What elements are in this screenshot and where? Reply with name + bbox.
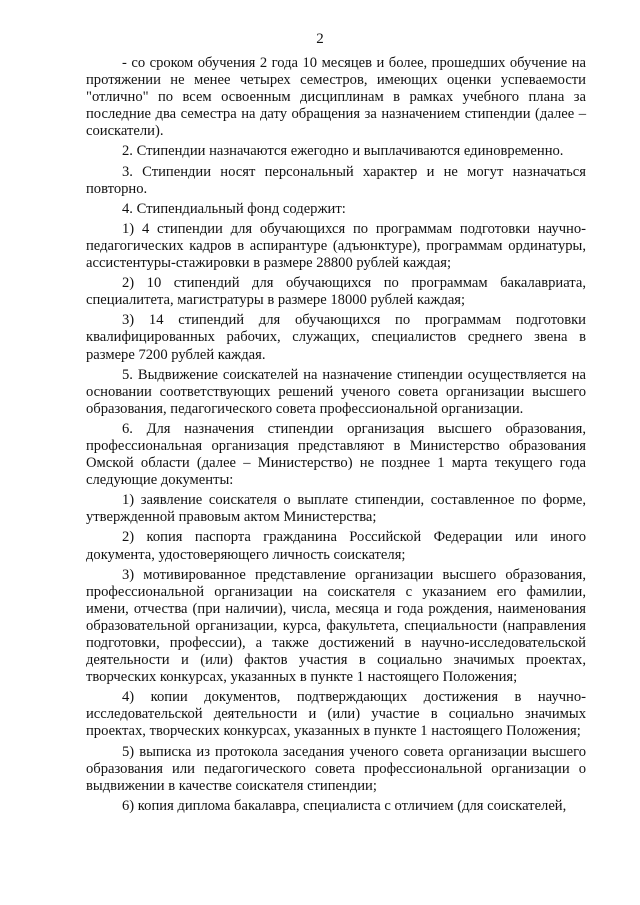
paragraph-item-6-6: 6) копия диплома бакалавра, специалиста с отличием (для соискателей, — [122, 797, 567, 814]
paragraph-item-6-1: 1) заявление соискателя о выплате стипендии, составленное по форме, утвержденной правовым актом Министерства; — [86, 492, 586, 526]
paragraph-item-4-2: 2) 10 стипендий для обучающихся по программам бакалавриата, специалитета, магистратуры в размере 18000 рублей каждая; — [86, 275, 586, 309]
paragraph-item-2: 2. Стипендии назначаются ежегодно и выплачиваются единовременно. — [122, 143, 564, 160]
paragraph-item-6: 6. Для назначения стипендии организация высшего образования, профессиональная организация представляют в Министерство образования Омской области (далее – Министерство) не позднее 1 марта текущего года следующие документы: — [86, 420, 586, 489]
paragraph-item-6-3: 3) мотивированное представление организации высшего образования, профессиональной организации на соискателя с указанием его фамилии, имени, отчества (при наличии), числа, месяца и года рождения, наименования образовательной организации, курса, факультета, специальности (направления подготовки, профессии), а также достижений в научно-исследовательской деятельности и (или) фактов участия в социально значимых проектах, творческих конкурсах, указанных в пункте 1 настоящего Положения; — [86, 566, 586, 686]
paragraph-item-6-4: 4) копии документов, подтверждающих достижения в научно-исследовательской деятельности и (или) участие в социально значимых проектах, творческих конкурсах, указанных в пункте 1 настоящего Положения; — [86, 689, 586, 740]
page-number: 2 — [316, 31, 324, 47]
paragraph-item-3: 3. Стипендии носят персональный характер и не могут назначаться повторно. — [86, 163, 586, 197]
paragraph-item-6-5: 5) выписка из протокола заседания ученого совета организации высшего образования или педагогического совета профессиональной организации о выдвижении в качестве соискателя стипендии; — [86, 743, 586, 794]
paragraph-item-4-1: 1) 4 стипендии для обучающихся по программам подготовки научно-педагогических кадров в аспирантуре (адъюнктуре), программам ординатуры, ассистентуры-стажировки в размере 28800 рублей каждая; — [86, 220, 586, 272]
paragraph-item-5: 5. Выдвижение соискателей на назначение стипендии осуществляется на основании соответствующих решений ученого совета организации высшего образования, педагогического совета профессиональной организации. — [86, 366, 586, 417]
document-body — [86, 55, 586, 815]
paragraph-item-4-3: 3) 14 стипендий для обучающихся по программам подготовки квалифицированных рабочих, служащих, специалистов среднего звена в размере 7200 рублей каждая. — [86, 312, 586, 363]
paragraph-intro-continuation: - со сроком обучения 2 года 10 месяцев и более, прошедших обучение на протяжении не менее четырех семестров, имеющих оценки успеваемости "отлично" по всем освоенным дисциплинам в рамках учебного плана за последние два семестра на дату обращения за назначением стипендии (далее – соискатели). — [86, 55, 586, 140]
paragraph-item-4: 4. Стипендиальный фонд содержит: — [122, 200, 346, 217]
paragraph-item-6-2: 2) копия паспорта гражданина Российской Федерации или иного документа, удостоверяющего личность соискателя; — [86, 529, 586, 563]
